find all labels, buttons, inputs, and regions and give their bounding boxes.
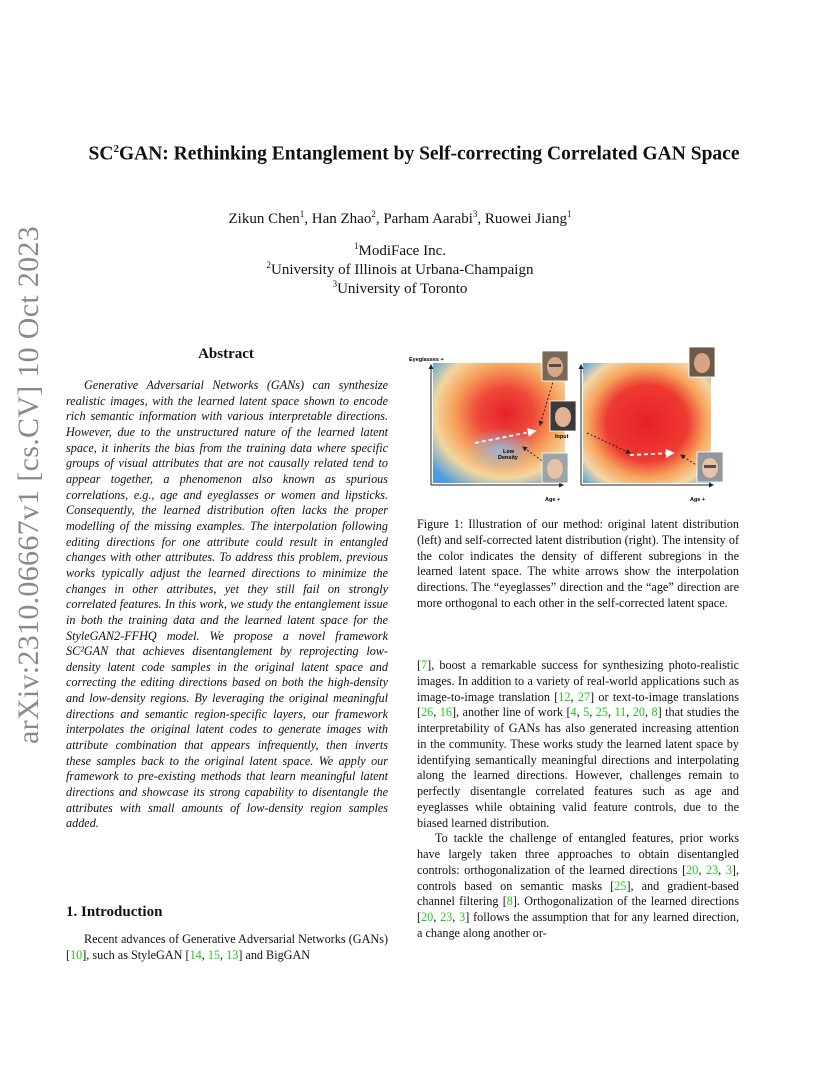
affil-name: ModiFace Inc.	[358, 243, 446, 259]
text-run: ], such as StyleGAN [	[82, 947, 190, 962]
affil-mark: 2	[266, 260, 272, 270]
text-run: ,	[698, 862, 706, 877]
text-run: Recent advances of Generative Adversarial Networks (GANs) [	[66, 932, 388, 962]
citation-link[interactable]: 27	[577, 689, 591, 704]
figure-1	[405, 345, 723, 510]
text-run: ,	[433, 910, 441, 924]
x-axis-label: Age +	[690, 497, 706, 503]
section-heading-introduction: 1. Introduction	[66, 904, 163, 920]
figure-1-caption	[417, 517, 739, 612]
author-list: Zikun Chen$^1$, Han Zhao$^2$, Parham Aarabi$^3$, Ruowei Jiang$^1$	[228, 209, 572, 227]
citation-link[interactable]: 20	[421, 910, 434, 924]
citation-link[interactable]: 5	[583, 705, 590, 720]
citation-link[interactable]: 20	[632, 705, 645, 720]
density-map-corrected	[583, 363, 711, 483]
citation-link[interactable]: 26	[421, 705, 434, 720]
affiliation	[0, 241, 800, 260]
affiliation	[0, 260, 800, 279]
face-thumbnail	[542, 453, 568, 483]
text-run: ] follows the assumption that for any learned direction, a change along another or-	[417, 910, 740, 940]
text-run: ,	[718, 862, 726, 877]
citation-link[interactable]: 20	[686, 862, 699, 877]
caption-text: Figure 1: Illustration of our method: original latent distribution (left) and self-corrected latent distribution (right). The intensity of the color indicates the density of different subregions in the learned latent space. The white arrows show the interpolation directions. The “eyeglasses” direction and the “age” direction are more orthogonal to each other in the self-corrected latent space.	[417, 517, 739, 610]
face-thumbnail	[697, 452, 723, 482]
citation-link[interactable]: 25	[595, 705, 608, 720]
title-suffix: GAN: Rethinking Entanglement by Self-correcting Correlated GAN Space	[118, 143, 740, 165]
text-run: ,	[433, 705, 440, 720]
citation-link[interactable]: 14	[189, 947, 202, 962]
intro-body	[66, 932, 388, 964]
affil-mark: 1	[354, 241, 359, 251]
citation-link[interactable]: 25	[614, 878, 627, 893]
intro-paragraph	[417, 658, 739, 831]
text-run: ], boost a remarkable success for synthesizing photo-realistic images. In addition to a variety of real-world applications such as image-to-image translation [	[417, 658, 739, 704]
y-axis-label: Eyeglasses +	[409, 357, 444, 363]
author-name: Parham Aarabi	[383, 211, 473, 227]
text-run: To tackle the challenge of entangled features, prior works have largely taken three approaches to obtain disentangled controls: orthogonalization of the learned directions [	[417, 831, 739, 877]
citation-link[interactable]: 15	[207, 947, 221, 962]
abstract-heading: Abstract	[198, 346, 254, 362]
author-affil-mark: 2	[371, 209, 376, 219]
title-superscript: 2	[113, 143, 119, 155]
text-run: ] or text-to-image translations [	[417, 689, 739, 720]
text-run: ,	[607, 705, 615, 720]
text-run: ], controls based on semantic masks [	[417, 862, 740, 893]
citation-link[interactable]: 16	[439, 705, 452, 720]
text-run: ,	[626, 705, 633, 720]
citation-link[interactable]: 23	[440, 910, 453, 924]
intro-paragraph	[417, 831, 739, 941]
text-run: ,	[452, 910, 460, 924]
citation-link[interactable]: 8	[651, 705, 658, 720]
author-affil-mark: 1	[566, 209, 572, 219]
text-run: ], another line of work [	[451, 705, 571, 720]
face-thumbnail	[689, 347, 715, 377]
author-affil-mark: 1	[299, 209, 305, 219]
affil-name: University of Toronto	[337, 281, 468, 297]
affiliation	[0, 279, 800, 298]
text-run: [	[417, 658, 422, 672]
face-thumbnail	[542, 351, 568, 381]
x-axis-label: Age +	[545, 497, 561, 503]
text-run: ,	[644, 705, 652, 720]
intro-continued	[417, 658, 739, 942]
citation-link[interactable]: 10	[70, 947, 83, 962]
text-run: ,	[570, 689, 578, 704]
low-density-region	[465, 428, 535, 472]
citation-link[interactable]: 3	[459, 910, 466, 924]
abstract-body	[66, 378, 388, 832]
text-run: ], and gradient-based channel filtering [	[417, 878, 739, 909]
affil-name: University of Illinois at Urbana-Champaign	[271, 262, 534, 278]
citation-link[interactable]: 3	[725, 862, 732, 877]
abstract-paragraph: Generative Adversarial Networks (GANs) can synthesize realistic images, with the learned latent space shown to encode rich semantic information with various interpretable directions. However, due to the unstructured nature of the learned latent space, it inherits the bias from the training data where specific groups of visual attributes that are not causally related tend to appear together, a phenomenon also known as spurious correlations, e.g., age and eyeglasses or women and lipsticks. Consequently, the learned distribution often lacks the proper modelling of the missing examples. The interpolation following editing directions for one attribute could result in entangled changes with other attributes. To address this problem, previous works typically adjust the learned directions to minimize the changes in other attributes, yet they still fail on strongly correlated features. In this work, we study the entanglement issue in both the training data and the learned latent space for the StyleGAN2-FFHQ model. We propose a novel framework SC²GAN that achieves disentanglement by reprojecting low-density latent code samples in the original latent space and correcting the editing directions based on both the high-density and low-density regions. By leveraging the original meaningful directions and semantic region-specific layers, our framework interpolates the original latent codes to generate images with attribute combination that appears infrequently, then inverts these samples back to the original latent space. We apply our framework to pre-existing methods that learn meaningful latent directions and showcase its strong capability to disentangle the attributes with small amounts of low-density region samples added.	[66, 378, 388, 831]
author-name: Han Zhao	[311, 211, 372, 227]
citation-link[interactable]: 8	[506, 894, 513, 909]
text-run: ,	[576, 705, 584, 720]
paper-title	[0, 143, 828, 166]
affil-mark: 3	[332, 279, 338, 289]
citation-link[interactable]: 4	[570, 705, 577, 720]
figure-1-illustration	[405, 345, 723, 510]
input-label: Input	[555, 434, 569, 440]
citation-link[interactable]: 12	[558, 689, 571, 704]
text-run: ] and BigGAN	[238, 947, 311, 962]
text-run: ,	[589, 705, 596, 720]
low-density-label: Low Density	[498, 449, 518, 461]
text-run: ,	[201, 947, 208, 962]
citation-link[interactable]: 23	[705, 862, 719, 877]
author-name: Ruowei Jiang	[484, 211, 567, 227]
citation-link[interactable]: 13	[226, 947, 239, 962]
text-run: ]. Orthogonalization of the learned directions [	[417, 894, 740, 924]
title-prefix: SC	[88, 143, 114, 165]
face-thumbnail	[550, 401, 576, 431]
arxiv-stamp-text: arXiv:2310.06667v1 [cs.CV] 10 Oct 2023	[12, 225, 45, 745]
citation-link[interactable]: 7	[421, 658, 428, 672]
author-name: Zikun Chen	[228, 211, 300, 227]
text-run: ,	[220, 947, 227, 962]
author-affil-mark: 3	[472, 209, 478, 219]
text-run: ] that studies the interpretability of GANs has also generated increasing attention in the community. These works study the learned latent space by identifying semantically meaningful directions and interpolating along the learned directions. However, challenges remain to perfectly disentangle correlated features such as age and eyeglasses while obtaining valid feature controls, due to the biased learned distribution.	[417, 705, 740, 830]
citation-link[interactable]: 11	[614, 705, 627, 720]
intro-paragraph	[66, 932, 388, 964]
